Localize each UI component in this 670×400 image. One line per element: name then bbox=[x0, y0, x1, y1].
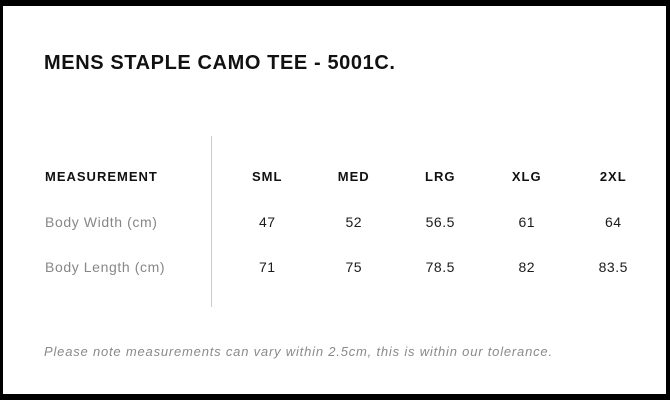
column-header-measurement: MEASUREMENT bbox=[45, 168, 158, 184]
row-label-body-width: Body Width (cm) bbox=[45, 213, 158, 230]
body-length-sml-value: 71 bbox=[258, 258, 276, 275]
column-header-med: MED bbox=[337, 168, 370, 184]
row-label-body-length: Body Length (cm) bbox=[45, 258, 166, 275]
body-width-xlg-value: 61 bbox=[518, 213, 536, 230]
column-header-xlg: XLG bbox=[511, 168, 542, 184]
body-length-xlg-value: 82 bbox=[518, 258, 536, 275]
body-width-sml-value: 47 bbox=[258, 213, 276, 230]
body-length-2xl-value: 83.5 bbox=[598, 258, 628, 275]
size-chart-table bbox=[45, 153, 657, 289]
body-length-med-value: 75 bbox=[345, 258, 363, 275]
body-length-lrg-value: 78.5 bbox=[425, 258, 455, 275]
body-width-2xl-value: 64 bbox=[604, 213, 622, 230]
column-header-lrg: LRG bbox=[425, 168, 456, 184]
body-width-lrg-value: 56.5 bbox=[425, 213, 455, 230]
page-title: MENS STAPLE CAMO TEE - 5001C. bbox=[44, 52, 396, 74]
tolerance-note: Please note measurements can vary within 2.5cm, this is within our tolerance. bbox=[44, 344, 553, 359]
body-width-med-value: 52 bbox=[345, 213, 363, 230]
column-header-2xl: 2XL bbox=[599, 168, 627, 184]
column-header-sml: SML bbox=[252, 168, 283, 184]
